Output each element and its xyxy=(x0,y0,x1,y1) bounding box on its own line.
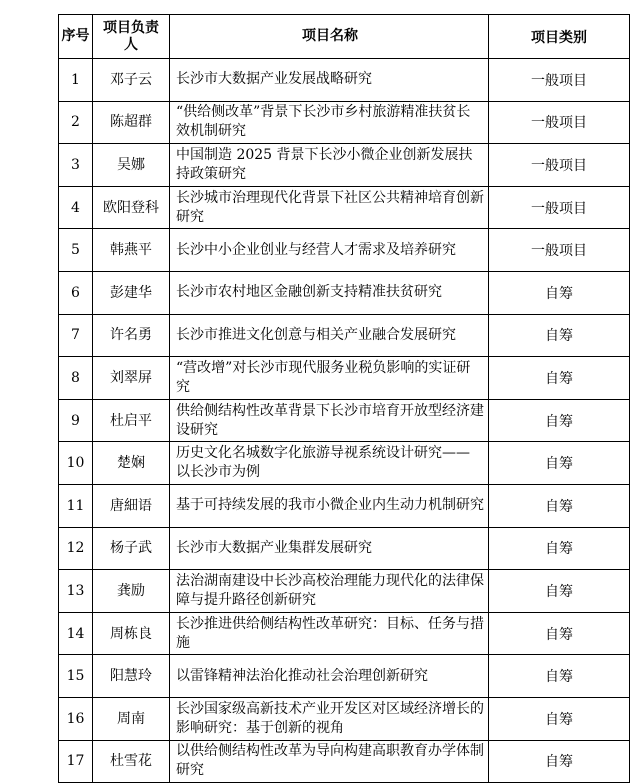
table-row xyxy=(59,229,630,272)
cell-category: 一般项目 xyxy=(489,101,630,144)
cell-leader: 唐細语 xyxy=(93,484,170,527)
cell-category: 自筹 xyxy=(489,612,630,655)
cell-leader: 邓子云 xyxy=(93,59,170,102)
cell-title: 历史文化名城数字化旅游导视系统设计研究—— 以长沙市为例 xyxy=(170,442,489,485)
cell-category: 自筹 xyxy=(489,271,630,314)
table-row xyxy=(59,186,630,229)
cell-title: 以雷锋精神法治化推动社会治理创新研究 xyxy=(170,655,489,698)
cell-category: 自筹 xyxy=(489,570,630,613)
cell-category: 自筹 xyxy=(489,740,630,783)
cell-no: 3 xyxy=(59,144,93,187)
cell-category: 自筹 xyxy=(489,442,630,485)
table-row xyxy=(59,314,630,357)
cell-leader: 欧阳登科 xyxy=(93,186,170,229)
table-row xyxy=(59,484,630,527)
cell-category: 自筹 xyxy=(489,697,630,740)
cell-leader: 吴娜 xyxy=(93,144,170,187)
cell-no: 6 xyxy=(59,271,93,314)
cell-title: 法治湖南建设中长沙高校治理能力现代化的法律保障与提升路径创新研究 xyxy=(170,570,489,613)
table-row xyxy=(59,101,630,144)
cell-no: 17 xyxy=(59,740,93,783)
table-row xyxy=(59,655,630,698)
cell-category: 自筹 xyxy=(489,655,630,698)
header-category: 项目类别 xyxy=(489,15,630,59)
cell-no: 7 xyxy=(59,314,93,357)
table-row xyxy=(59,271,630,314)
cell-title: 长沙中小企业创业与经营人才需求及培养研究 xyxy=(170,229,489,272)
table-row xyxy=(59,59,630,102)
cell-title: 长沙城市治理现代化背景下社区公共精神培育创新研究 xyxy=(170,186,489,229)
cell-title: 中国制造 2025 背景下长沙小微企业创新发展扶持政策研究 xyxy=(170,144,489,187)
header-no: 序号 xyxy=(59,15,93,59)
cell-no: 8 xyxy=(59,357,93,400)
table-body xyxy=(59,59,630,783)
cell-category: 一般项目 xyxy=(489,186,630,229)
cell-leader: 杜启平 xyxy=(93,399,170,442)
table-row xyxy=(59,527,630,570)
cell-no: 9 xyxy=(59,399,93,442)
table-row xyxy=(59,570,630,613)
cell-title: 长沙市大数据产业发展战略研究 xyxy=(170,59,489,102)
cell-category: 自筹 xyxy=(489,357,630,400)
table-row xyxy=(59,612,630,655)
cell-leader: 刘翠屏 xyxy=(93,357,170,400)
header-leader: 项目负责人 xyxy=(93,15,170,59)
header-title: 项目名称 xyxy=(170,15,489,59)
table-row xyxy=(59,697,630,740)
table-row xyxy=(59,144,630,187)
cell-title: 以供给侧结构性改革为导向构建高职教育办学体制研究 xyxy=(170,740,489,783)
cell-leader: 阳慧玲 xyxy=(93,655,170,698)
cell-leader: 许名勇 xyxy=(93,314,170,357)
cell-title: 长沙市大数据产业集群发展研究 xyxy=(170,527,489,570)
cell-title: 基于可持续发展的我市小微企业内生动力机制研究 xyxy=(170,484,489,527)
cell-leader: 楚娴 xyxy=(93,442,170,485)
cell-leader: 龚励 xyxy=(93,570,170,613)
table-row xyxy=(59,442,630,485)
project-table-container xyxy=(58,14,603,783)
cell-no: 15 xyxy=(59,655,93,698)
cell-no: 12 xyxy=(59,527,93,570)
cell-leader: 杜雪花 xyxy=(93,740,170,783)
cell-leader: 周南 xyxy=(93,697,170,740)
cell-category: 自筹 xyxy=(489,527,630,570)
cell-leader: 陈超群 xyxy=(93,101,170,144)
cell-category: 一般项目 xyxy=(489,144,630,187)
table-row xyxy=(59,740,630,783)
cell-category: 一般项目 xyxy=(489,59,630,102)
cell-no: 5 xyxy=(59,229,93,272)
table-header-row xyxy=(59,15,630,59)
cell-no: 4 xyxy=(59,186,93,229)
cell-leader: 杨子武 xyxy=(93,527,170,570)
table-row xyxy=(59,357,630,400)
cell-no: 2 xyxy=(59,101,93,144)
table-row xyxy=(59,399,630,442)
cell-category: 自筹 xyxy=(489,399,630,442)
cell-no: 11 xyxy=(59,484,93,527)
cell-title: “营改增”对长沙市现代服务业税负影响的实证研究 xyxy=(170,357,489,400)
cell-no: 14 xyxy=(59,612,93,655)
cell-title: 长沙市推进文化创意与相关产业融合发展研究 xyxy=(170,314,489,357)
cell-leader: 彭建华 xyxy=(93,271,170,314)
project-table xyxy=(58,14,630,783)
cell-category: 一般项目 xyxy=(489,229,630,272)
cell-no: 13 xyxy=(59,570,93,613)
cell-title: 长沙国家级高新技术产业开发区对区域经济增长的影响研究：基于创新的视角 xyxy=(170,697,489,740)
cell-category: 自筹 xyxy=(489,484,630,527)
cell-leader: 韩燕平 xyxy=(93,229,170,272)
cell-leader: 周栋良 xyxy=(93,612,170,655)
cell-category: 自筹 xyxy=(489,314,630,357)
cell-title: 长沙市农村地区金融创新支持精准扶贫研究 xyxy=(170,271,489,314)
cell-title: 供给侧结构性改革背景下长沙市培育开放型经济建设研究 xyxy=(170,399,489,442)
cell-title: 长沙推进供给侧结构性改革研究：目标、任务与措施 xyxy=(170,612,489,655)
cell-no: 10 xyxy=(59,442,93,485)
cell-no: 1 xyxy=(59,59,93,102)
cell-title: “供给侧改革”背景下长沙市乡村旅游精准扶贫长效机制研究 xyxy=(170,101,489,144)
cell-no: 16 xyxy=(59,697,93,740)
